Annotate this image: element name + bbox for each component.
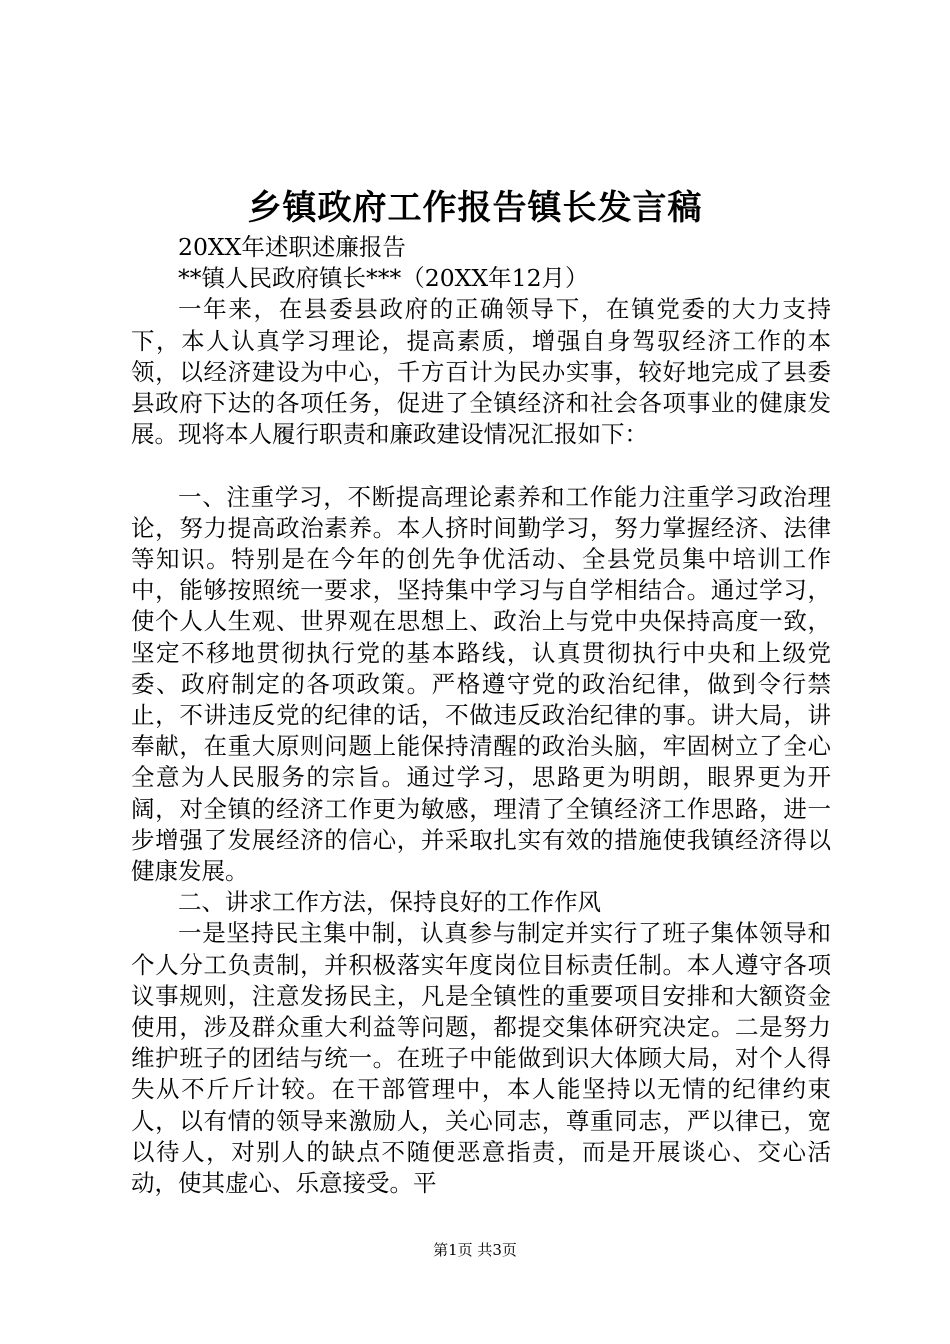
section-one-paragraph: 一、注重学习，不断提高理论素养和工作能力注重学习政治理论，努力提高政治素养。本人挤时间勤学习，努力掌握经济、法律等知识。特别是在今年的创先争优活动、全县党员集中培训工作中，能够按照统一要求，坚持集中学习与自学相结合。通过学习，使个人人生观、世界观在思想上、政治上与党中央保持高度一致，坚定不移地贯彻执行党的基本路线，认真贯彻执行中央和上级党委、政府制定的各项政策。严格遵守党的政治纪律，做到令行禁止，不讲违反党的纪律的话，不做违反政治纪律的事。讲大局，讲奉献，在重大原则问题上能保持清醒的政治头脑，牢固树立了全心全意为人民服务的宗旨。通过学习，思路更为明朗，眼界更为开阔，对全镇的经济工作更为敏感，理清了全镇经济工作思路，进一步增强了发展经济的信心，并采取扎实有效的措施使我镇经济得以健康发展。 [131,482,831,886]
intro-paragraph: 一年来，在县委县政府的正确领导下，在镇党委的大力支持下，本人认真学习理论，提高素质，增强自身驾驭经济工作的本领，以经济建设为中心，千方百计为民办实事，较好地完成了县委县政府下达的各项任务，促进了全镇经济和社会各项事业的健康发展。现将本人履行职责和廉政建设情况汇报如下： [131,295,831,449]
page-number-footer: 第1页 共3页 [433,1241,517,1259]
section-two-paragraph: 一是坚持民主集中制，认真参与制定并实行了班子集体领导和个人分工负责制，并积极落实年度岗位目标责任制。本人遵守各项议事规则，注意发扬民主，凡是全镇性的重要项目安排和大额资金使用，涉及群众重大利益等问题，都提交集体研究决定。二是努力维护班子的团结与统一。在班子中能做到识大体顾大局，对个人得失从不斤斤计较。在干部管理中，本人能坚持以无情的纪律约束人，以有情的领导来激励人，关心同志，尊重同志，严以律已，宽以待人，对别人的缺点不随便恶意指责，而是开展谈心、交心活动，使其虚心、乐意接受。平 [131,919,831,1198]
document-body [131,232,831,1199]
report-author-line: **镇人民政府镇长***（20XX年12月） [178,264,589,293]
report-subtitle: 20XX年述职述廉报告 [178,233,406,261]
section-two-heading: 二、讲求工作方法，保持良好的工作作风 [178,888,601,917]
document-title: 乡镇政府工作报告镇长发言稿 [247,188,703,228]
